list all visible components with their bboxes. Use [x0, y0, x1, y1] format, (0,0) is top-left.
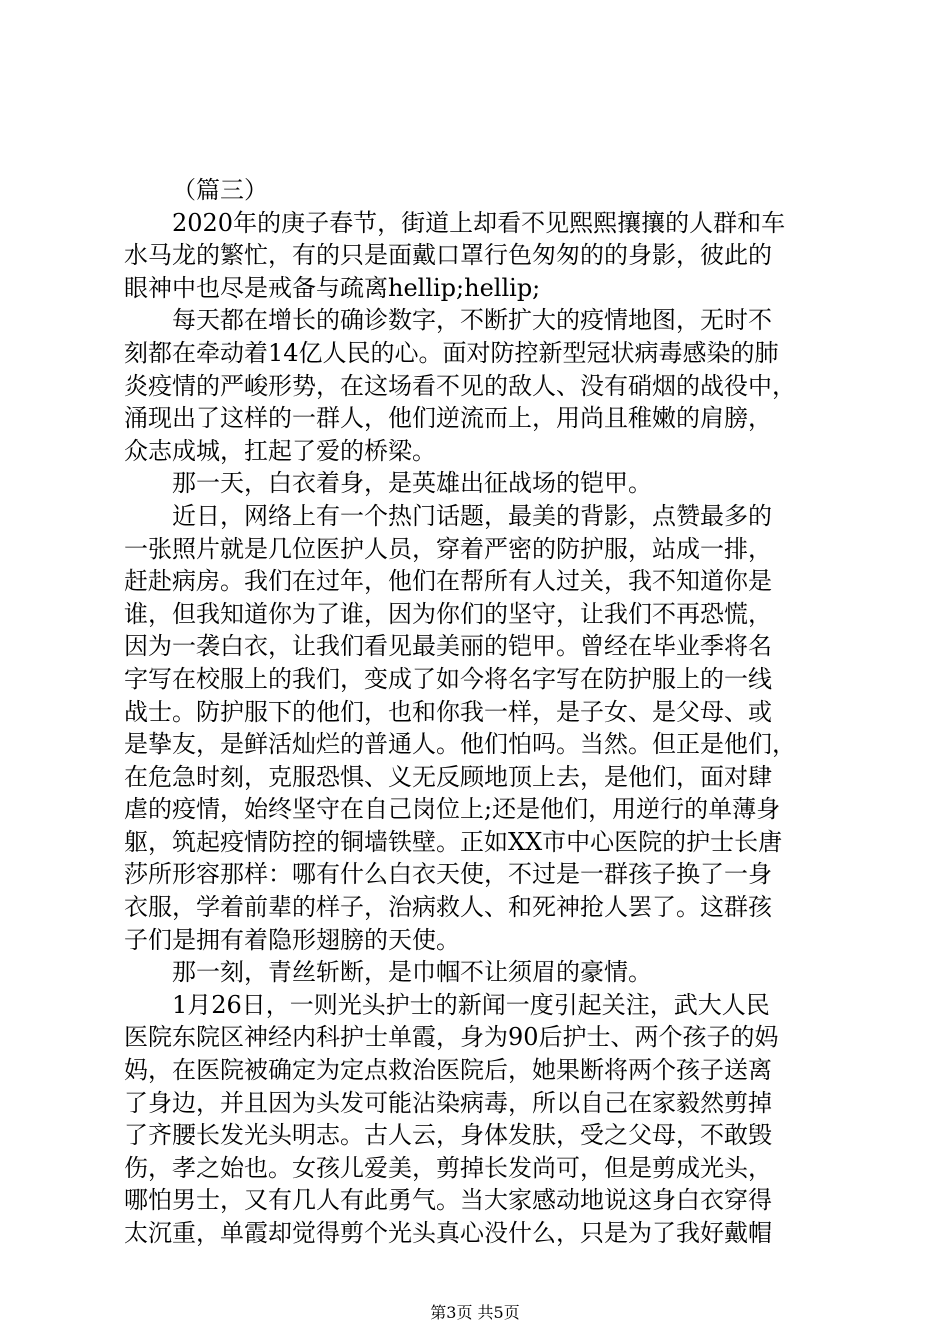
text-line: 躯，筑起疫情防控的铜墙铁壁。正如XX市中心医院的护士长唐	[124, 827, 783, 856]
text-line: 战士。防护服下的他们，也和你我一样，是子女、是父母、或	[124, 697, 772, 726]
text-line: 妈，在医院被确定为定点救治医院后，她果断将两个孩子送离	[124, 1056, 772, 1085]
text-line: 那一刻，青丝斩断，是巾帼不让须眉的豪情。	[172, 958, 652, 987]
text-line: 谁，但我知道你为了谁，因为你们的坚守，让我们不再恐慌，	[124, 599, 772, 628]
text-line: 在危急时刻，克服恐惧、义无反顾地顶上去，是他们，面对肆	[124, 762, 772, 791]
section-heading: （篇三）	[172, 176, 268, 204]
text-line: 近日，网络上有一个热门话题，最美的背影，点赞最多的	[172, 501, 772, 530]
text-line: 刻都在牵动着14亿人民的心。面对防控新型冠状病毒感染的肺	[124, 338, 779, 367]
document-body	[124, 174, 834, 1250]
text-line: 因为一袭白衣，让我们看见最美丽的铠甲。曾经在毕业季将名	[124, 632, 772, 661]
text-line: 涌现出了这样的一群人，他们逆流而上，用尚且稚嫩的肩膀，	[124, 404, 772, 433]
text-line: 虐的疫情，始终坚守在自己岗位上;还是他们，用逆行的单薄身	[124, 795, 781, 824]
text-line: 衣服，学着前辈的样子，治病救人、和死神抢人罢了。这群孩	[124, 893, 772, 922]
text-line: 子们是拥有着隐形翅膀的天使。	[124, 925, 460, 954]
text-line: 字写在校服上的我们，变成了如今将名字写在防护服上的一线	[124, 664, 772, 693]
text-line: 炎疫情的严峻形势，在这场看不见的敌人、没有硝烟的战役中，	[124, 371, 796, 400]
text-line: 2020年的庚子春节，街道上却看不见熙熙攘攘的人群和车	[172, 208, 786, 237]
page-footer: 第3页 共5页	[430, 1303, 520, 1322]
text-line: 一张照片就是几位医护人员，穿着严密的防护服，站成一排，	[124, 534, 772, 563]
text-line: 莎所形容那样：哪有什么白衣天使，不过是一群孩子换了一身	[124, 860, 772, 889]
text-line: 眼神中也尽是戒备与疏离hellip;hellip;	[124, 273, 541, 302]
text-line: 了齐腰长发光头明志。古人云，身体发肤，受之父母，不敢毁	[124, 1121, 772, 1150]
text-line: 每天都在增长的确诊数字，不断扩大的疫情地图，无时不	[172, 306, 772, 335]
paragraph-lines	[124, 207, 834, 1250]
text-line: 哪怕男士，又有几人有此勇气。当大家感动地说这身白衣穿得	[124, 1186, 772, 1215]
text-line: 了身边，并且因为头发可能沾染病毒，所以自己在家毅然剪掉	[124, 1088, 772, 1117]
text-line: 那一天，白衣着身，是英雄出征战场的铠甲。	[172, 469, 652, 498]
text-line: 太沉重，单霞却觉得剪个光头真心没什么，只是为了我好戴帽	[124, 1219, 772, 1247]
text-line: 众志成城，扛起了爱的桥梁。	[124, 436, 436, 465]
text-line: 1月26日，一则光头护士的新闻一度引起关注，武大人民	[172, 990, 770, 1019]
text-line: 水马龙的繁忙，有的只是面戴口罩行色匆匆的的身影，彼此的	[124, 241, 772, 270]
text-line: 赶赴病房。我们在过年，他们在帮所有人过关，我不知道你是	[124, 567, 772, 596]
text-line: 伤，孝之始也。女孩儿爱美，剪掉长发尚可，但是剪成光头，	[124, 1153, 772, 1182]
text-line: 是挚友，是鲜活灿烂的普通人。他们怕吗。当然。但正是他们，	[124, 730, 796, 759]
text-line: 医院东院区神经内科护士单霞，身为90后护士、两个孩子的妈	[124, 1023, 779, 1052]
